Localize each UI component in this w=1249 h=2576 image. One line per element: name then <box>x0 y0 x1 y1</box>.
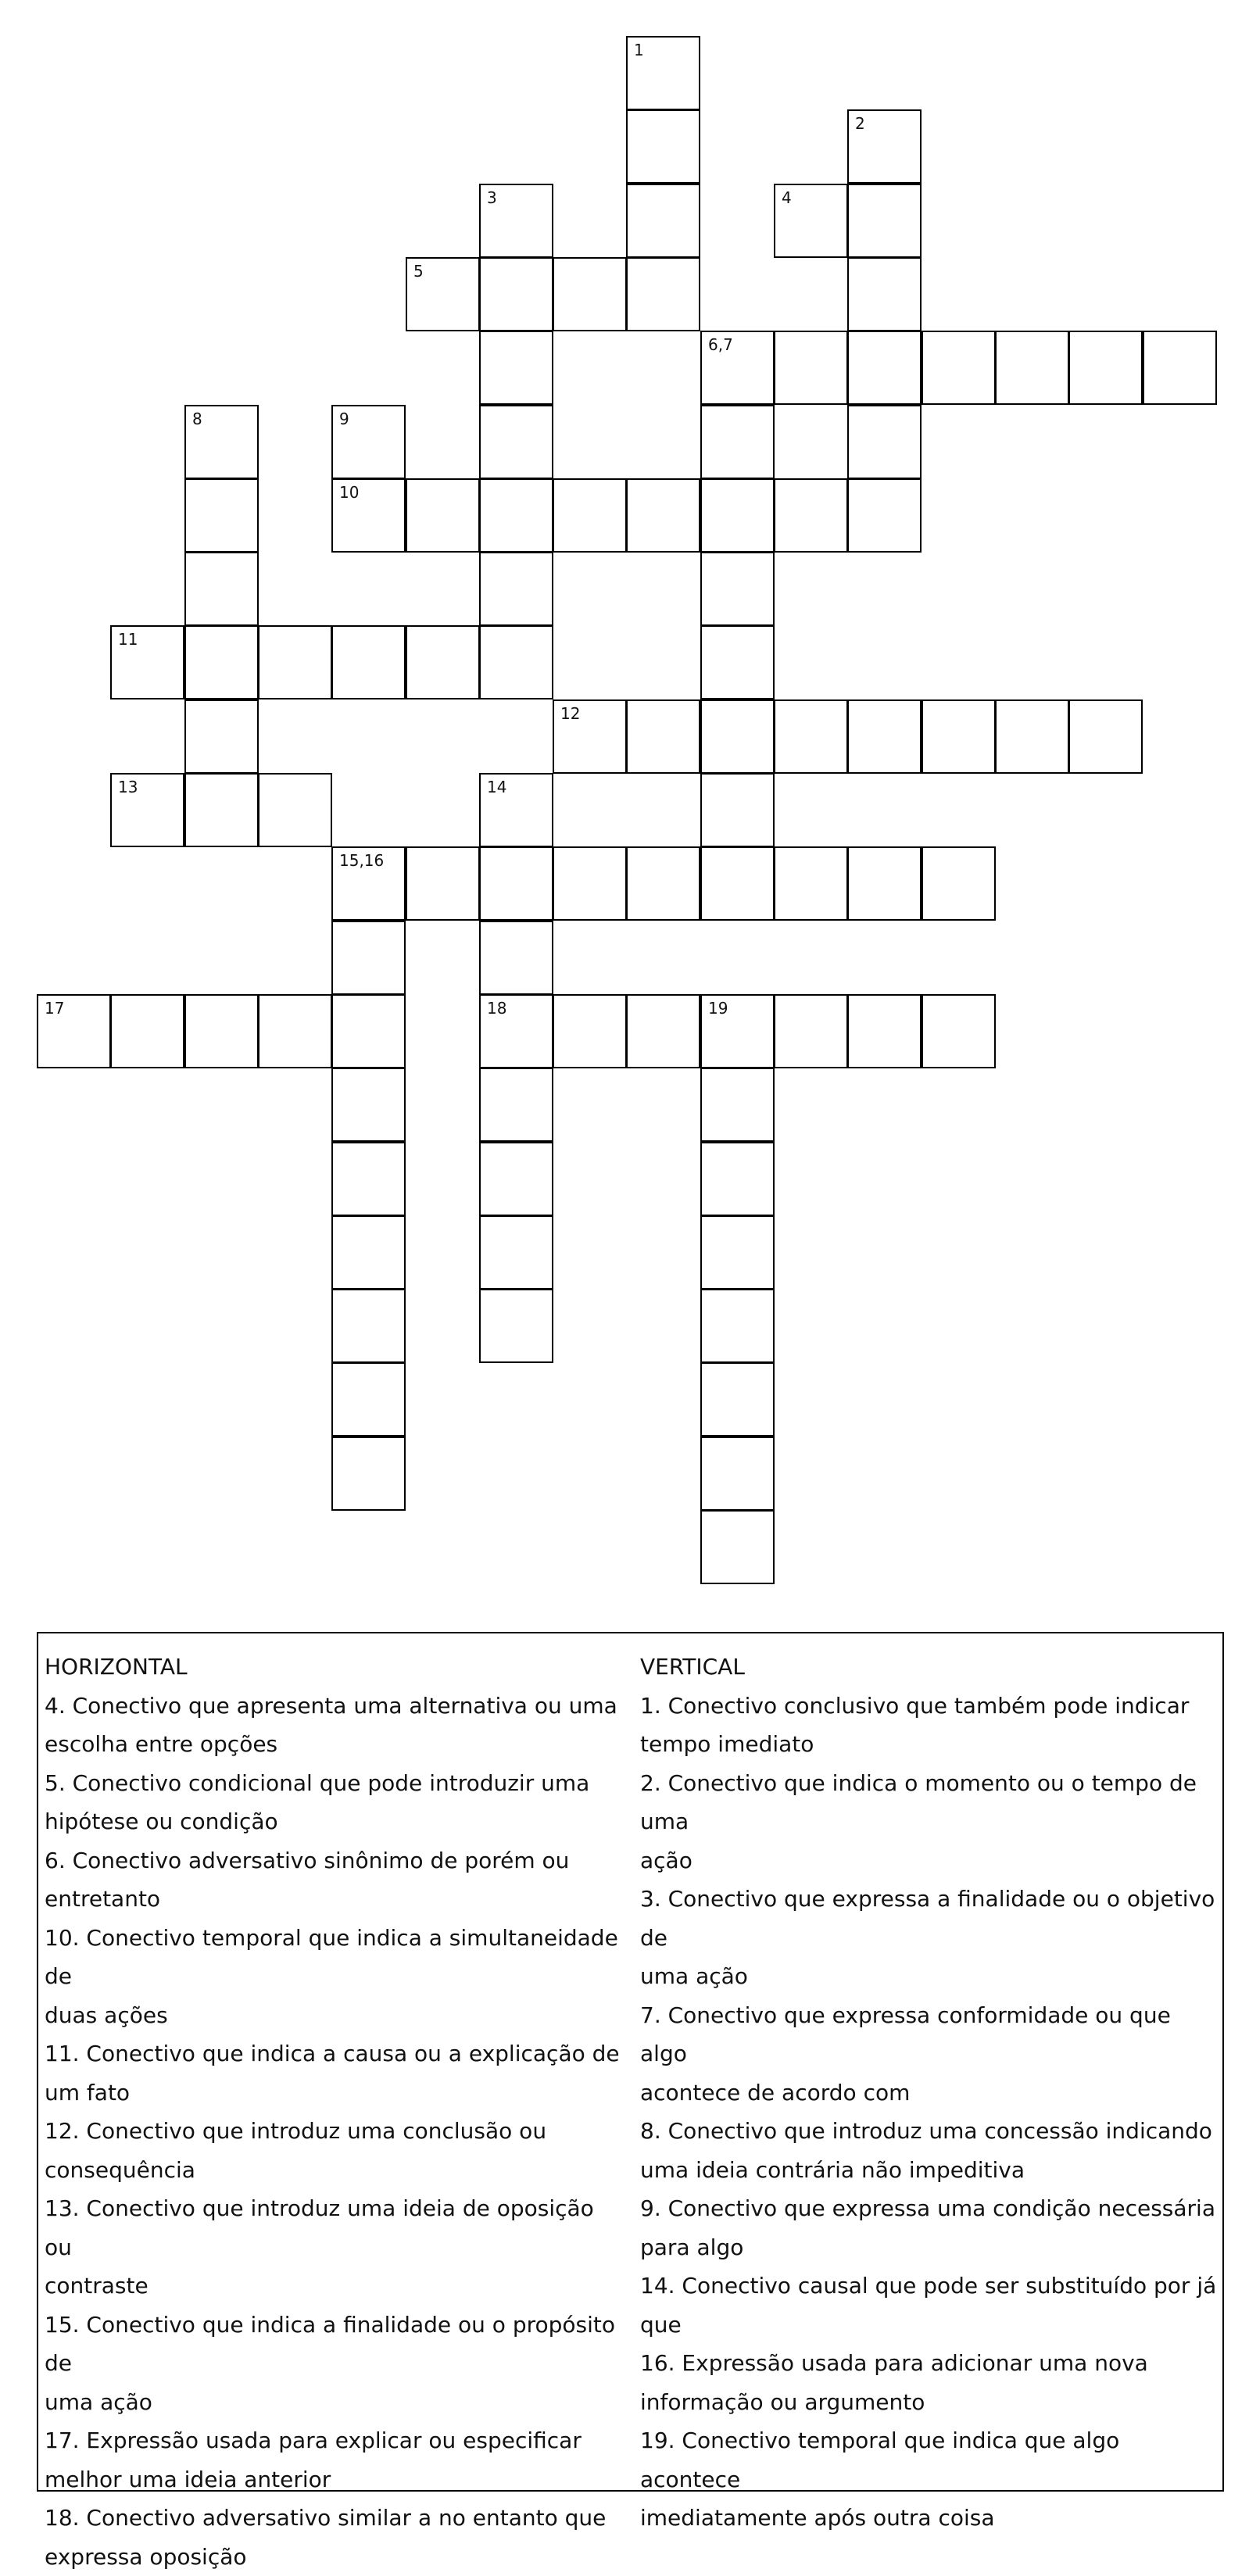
horizontal-clue-line: melhor uma ideia anterior <box>45 2460 627 2499</box>
grid-cell[interactable] <box>258 625 332 699</box>
grid-cell[interactable] <box>922 994 996 1068</box>
horizontal-heading: HORIZONTAL <box>45 1648 627 1687</box>
clue-number: 1 <box>634 42 644 58</box>
vertical-clue-line: 16. Expressão usada para adicionar uma nova <box>640 2344 1219 2383</box>
vertical-clue-line: imediatamente após outra coisa <box>640 2499 1219 2538</box>
grid-cell[interactable] <box>479 921 553 995</box>
grid-cell[interactable] <box>922 846 996 921</box>
grid-cell[interactable] <box>626 846 700 921</box>
grid-cell[interactable] <box>184 994 259 1068</box>
horizontal-clue-line: duas ações <box>45 1996 627 2035</box>
grid-cell[interactable] <box>184 405 259 479</box>
clue-number: 4 <box>782 190 792 206</box>
grid-cell[interactable] <box>700 552 775 626</box>
grid-cell[interactable] <box>258 773 332 847</box>
grid-cell[interactable] <box>331 1215 406 1290</box>
grid-cell[interactable] <box>479 1289 553 1363</box>
grid-cell[interactable] <box>110 625 184 699</box>
grid-cell[interactable] <box>331 625 406 699</box>
grid-cell[interactable] <box>774 331 848 405</box>
horizontal-clue-line: 13. Conectivo que introduz uma ideia de oposição ou <box>45 2189 627 2267</box>
vertical-clue-line: 8. Conectivo que introduz uma concessão indicando <box>640 2112 1219 2151</box>
vertical-clue-line: uma ação <box>640 1957 1219 1996</box>
grid-cell[interactable] <box>995 699 1069 774</box>
grid-cell[interactable] <box>258 994 332 1068</box>
vertical-clue-line: ação <box>640 1841 1219 1880</box>
grid-cell[interactable] <box>331 1362 406 1436</box>
vertical-clue-line: 14. Conectivo causal que pode ser substituído por já <box>640 2267 1219 2306</box>
clue-number: 8 <box>192 411 202 427</box>
grid-cell[interactable] <box>553 846 627 921</box>
vertical-clue-line: uma ideia contrária não impeditiva <box>640 2151 1219 2190</box>
clue-number: 13 <box>118 779 138 795</box>
grid-cell[interactable] <box>406 625 480 699</box>
clue-number: 19 <box>708 1000 728 1016</box>
grid-cell[interactable] <box>847 478 922 553</box>
grid-cell[interactable] <box>847 109 922 184</box>
grid-cell[interactable] <box>406 846 480 921</box>
grid-cell[interactable] <box>626 699 700 774</box>
clue-number: 3 <box>487 190 497 206</box>
grid-cell[interactable] <box>1068 699 1143 774</box>
horizontal-clue-line: 15. Conectivo que indica a finalidade ou o propósito de <box>45 2306 627 2383</box>
grid-cell[interactable] <box>184 625 259 699</box>
vertical-clue-line: 19. Conectivo temporal que indica que algo acontece <box>640 2421 1219 2499</box>
grid-cell[interactable] <box>626 478 700 553</box>
grid-cell[interactable] <box>479 257 553 331</box>
grid-cell[interactable] <box>626 36 700 110</box>
grid-cell[interactable] <box>700 1289 775 1363</box>
horizontal-clue-line: 17. Expressão usada para explicar ou especificar <box>45 2421 627 2460</box>
grid-cell[interactable] <box>700 773 775 847</box>
clue-number: 2 <box>855 116 865 131</box>
grid-cell[interactable] <box>700 1362 775 1436</box>
horizontal-clue-line: 4. Conectivo que apresenta uma alternativa ou uma <box>45 1687 627 1726</box>
vertical-clue-line: informação ou argumento <box>640 2383 1219 2422</box>
grid-cell[interactable] <box>479 625 553 699</box>
grid-cell[interactable] <box>331 1289 406 1363</box>
grid-cell[interactable] <box>847 405 922 479</box>
grid-cell[interactable] <box>331 846 406 921</box>
grid-cell[interactable] <box>331 1068 406 1142</box>
grid-cell[interactable] <box>700 994 775 1068</box>
horizontal-clue-line: 10. Conectivo temporal que indica a simultaneidade de <box>45 1919 627 1996</box>
vertical-clue-line: tempo imediato <box>640 1725 1219 1764</box>
grid-cell[interactable] <box>922 699 996 774</box>
horizontal-clue-line: contraste <box>45 2267 627 2306</box>
vertical-clue-line: 7. Conectivo que expressa conformidade ou que algo <box>640 1996 1219 2073</box>
grid-cell[interactable] <box>331 1142 406 1216</box>
grid-cell[interactable] <box>406 257 480 331</box>
horizontal-clue-line: hipótese ou condição <box>45 1802 627 1841</box>
grid-cell[interactable] <box>479 773 553 847</box>
clue-number: 11 <box>118 631 138 647</box>
grid-cell[interactable] <box>479 1068 553 1142</box>
grid-cell[interactable] <box>847 699 922 774</box>
grid-cell[interactable] <box>847 994 922 1068</box>
grid-cell[interactable] <box>479 552 553 626</box>
grid-cell[interactable] <box>1068 331 1143 405</box>
grid-cell[interactable] <box>479 1215 553 1290</box>
horizontal-clue-line: consequência <box>45 2151 627 2190</box>
grid-cell[interactable] <box>479 994 553 1068</box>
vertical-clue-line: 1. Conectivo conclusivo que também pode indicar <box>640 1687 1219 1726</box>
clue-number: 6,7 <box>708 337 733 352</box>
clue-number: 12 <box>560 706 580 721</box>
grid-cell[interactable] <box>553 699 627 774</box>
vertical-heading: VERTICAL <box>640 1648 1219 1687</box>
grid-cell[interactable] <box>774 699 848 774</box>
horizontal-clues <box>45 1648 627 2576</box>
grid-cell[interactable] <box>995 331 1069 405</box>
grid-cell[interactable] <box>700 846 775 921</box>
clue-number: 17 <box>45 1000 64 1016</box>
grid-cell[interactable] <box>700 1215 775 1290</box>
grid-cell[interactable] <box>700 1510 775 1584</box>
grid-cell[interactable] <box>700 405 775 479</box>
vertical-clue-line: que <box>640 2306 1219 2345</box>
grid-cell[interactable] <box>331 478 406 553</box>
grid-cell[interactable] <box>847 257 922 331</box>
clue-number: 14 <box>487 779 506 795</box>
vertical-clue-line: para algo <box>640 2228 1219 2267</box>
grid-cell[interactable] <box>1143 331 1217 405</box>
grid-cell[interactable] <box>847 846 922 921</box>
grid-cell[interactable] <box>479 405 553 479</box>
grid-cell[interactable] <box>700 1142 775 1216</box>
grid-cell[interactable] <box>700 699 775 774</box>
vertical-clue-line: 2. Conectivo que indica o momento ou o tempo de uma <box>640 1764 1219 1841</box>
horizontal-clue-line: 5. Conectivo condicional que pode introduzir uma <box>45 1764 627 1803</box>
grid-cell[interactable] <box>700 625 775 699</box>
grid-cell[interactable] <box>331 921 406 995</box>
grid-cell[interactable] <box>774 994 848 1068</box>
vertical-clue-line: 9. Conectivo que expressa uma condição necessária <box>640 2189 1219 2228</box>
grid-cell[interactable] <box>331 405 406 479</box>
grid-cell[interactable] <box>479 331 553 405</box>
clues-box <box>37 1632 1224 2492</box>
grid-cell[interactable] <box>700 331 775 405</box>
grid-cell[interactable] <box>406 478 480 553</box>
grid-cell[interactable] <box>700 1068 775 1142</box>
grid-cell[interactable] <box>184 773 259 847</box>
grid-cell[interactable] <box>37 994 111 1068</box>
grid-cell[interactable] <box>626 257 700 331</box>
grid-cell[interactable] <box>184 699 259 774</box>
grid-cell[interactable] <box>626 994 700 1068</box>
grid-cell[interactable] <box>922 331 996 405</box>
grid-cell[interactable] <box>847 184 922 258</box>
vertical-clues <box>640 1648 1219 2538</box>
grid-cell[interactable] <box>479 184 553 258</box>
horizontal-clue-line: uma ação <box>45 2383 627 2422</box>
grid-cell[interactable] <box>331 1436 406 1511</box>
grid-cell[interactable] <box>110 773 184 847</box>
grid-cell[interactable] <box>553 994 627 1068</box>
grid-cell[interactable] <box>553 478 627 553</box>
vertical-clue-line: 3. Conectivo que expressa a finalidade ou o objetivo de <box>640 1880 1219 1957</box>
vertical-clue-line: acontece de acordo com <box>640 2073 1219 2113</box>
grid-cell[interactable] <box>331 994 406 1068</box>
horizontal-clue-line: 6. Conectivo adversativo sinônimo de porém ou <box>45 1841 627 1880</box>
vertical-clue-list <box>640 1687 1219 2538</box>
grid-cell[interactable] <box>110 994 184 1068</box>
horizontal-clue-line: escolha entre opções <box>45 1725 627 1764</box>
horizontal-clue-line: 18. Conectivo adversativo similar a no entanto que <box>45 2499 627 2538</box>
horizontal-clue-line: 12. Conectivo que introduz uma conclusão ou <box>45 2112 627 2151</box>
grid-cell[interactable] <box>479 1142 553 1216</box>
horizontal-clue-list <box>45 1687 627 2576</box>
grid-cell[interactable] <box>700 1436 775 1511</box>
clue-number: 15,16 <box>339 853 384 868</box>
grid-cell[interactable] <box>184 552 259 626</box>
horizontal-clue-line: entretanto <box>45 1880 627 1919</box>
clue-number: 18 <box>487 1000 506 1016</box>
grid-cell[interactable] <box>479 846 553 921</box>
grid-cell[interactable] <box>479 478 553 553</box>
grid-cell[interactable] <box>700 478 775 553</box>
grid-cell[interactable] <box>184 478 259 553</box>
grid-cell[interactable] <box>774 478 848 553</box>
clue-number: 9 <box>339 411 349 427</box>
grid-cell[interactable] <box>774 846 848 921</box>
horizontal-clue-line: expressa oposição <box>45 2538 627 2576</box>
grid-cell[interactable] <box>553 257 627 331</box>
grid-cell[interactable] <box>847 331 922 405</box>
clue-number: 10 <box>339 485 359 500</box>
horizontal-clue-line: 11. Conectivo que indica a causa ou a explicação de <box>45 2034 627 2073</box>
grid-cell[interactable] <box>626 184 700 258</box>
clue-number: 5 <box>413 263 424 279</box>
horizontal-clue-line: um fato <box>45 2073 627 2113</box>
grid-cell[interactable] <box>626 109 700 184</box>
grid-cell[interactable] <box>774 184 848 258</box>
